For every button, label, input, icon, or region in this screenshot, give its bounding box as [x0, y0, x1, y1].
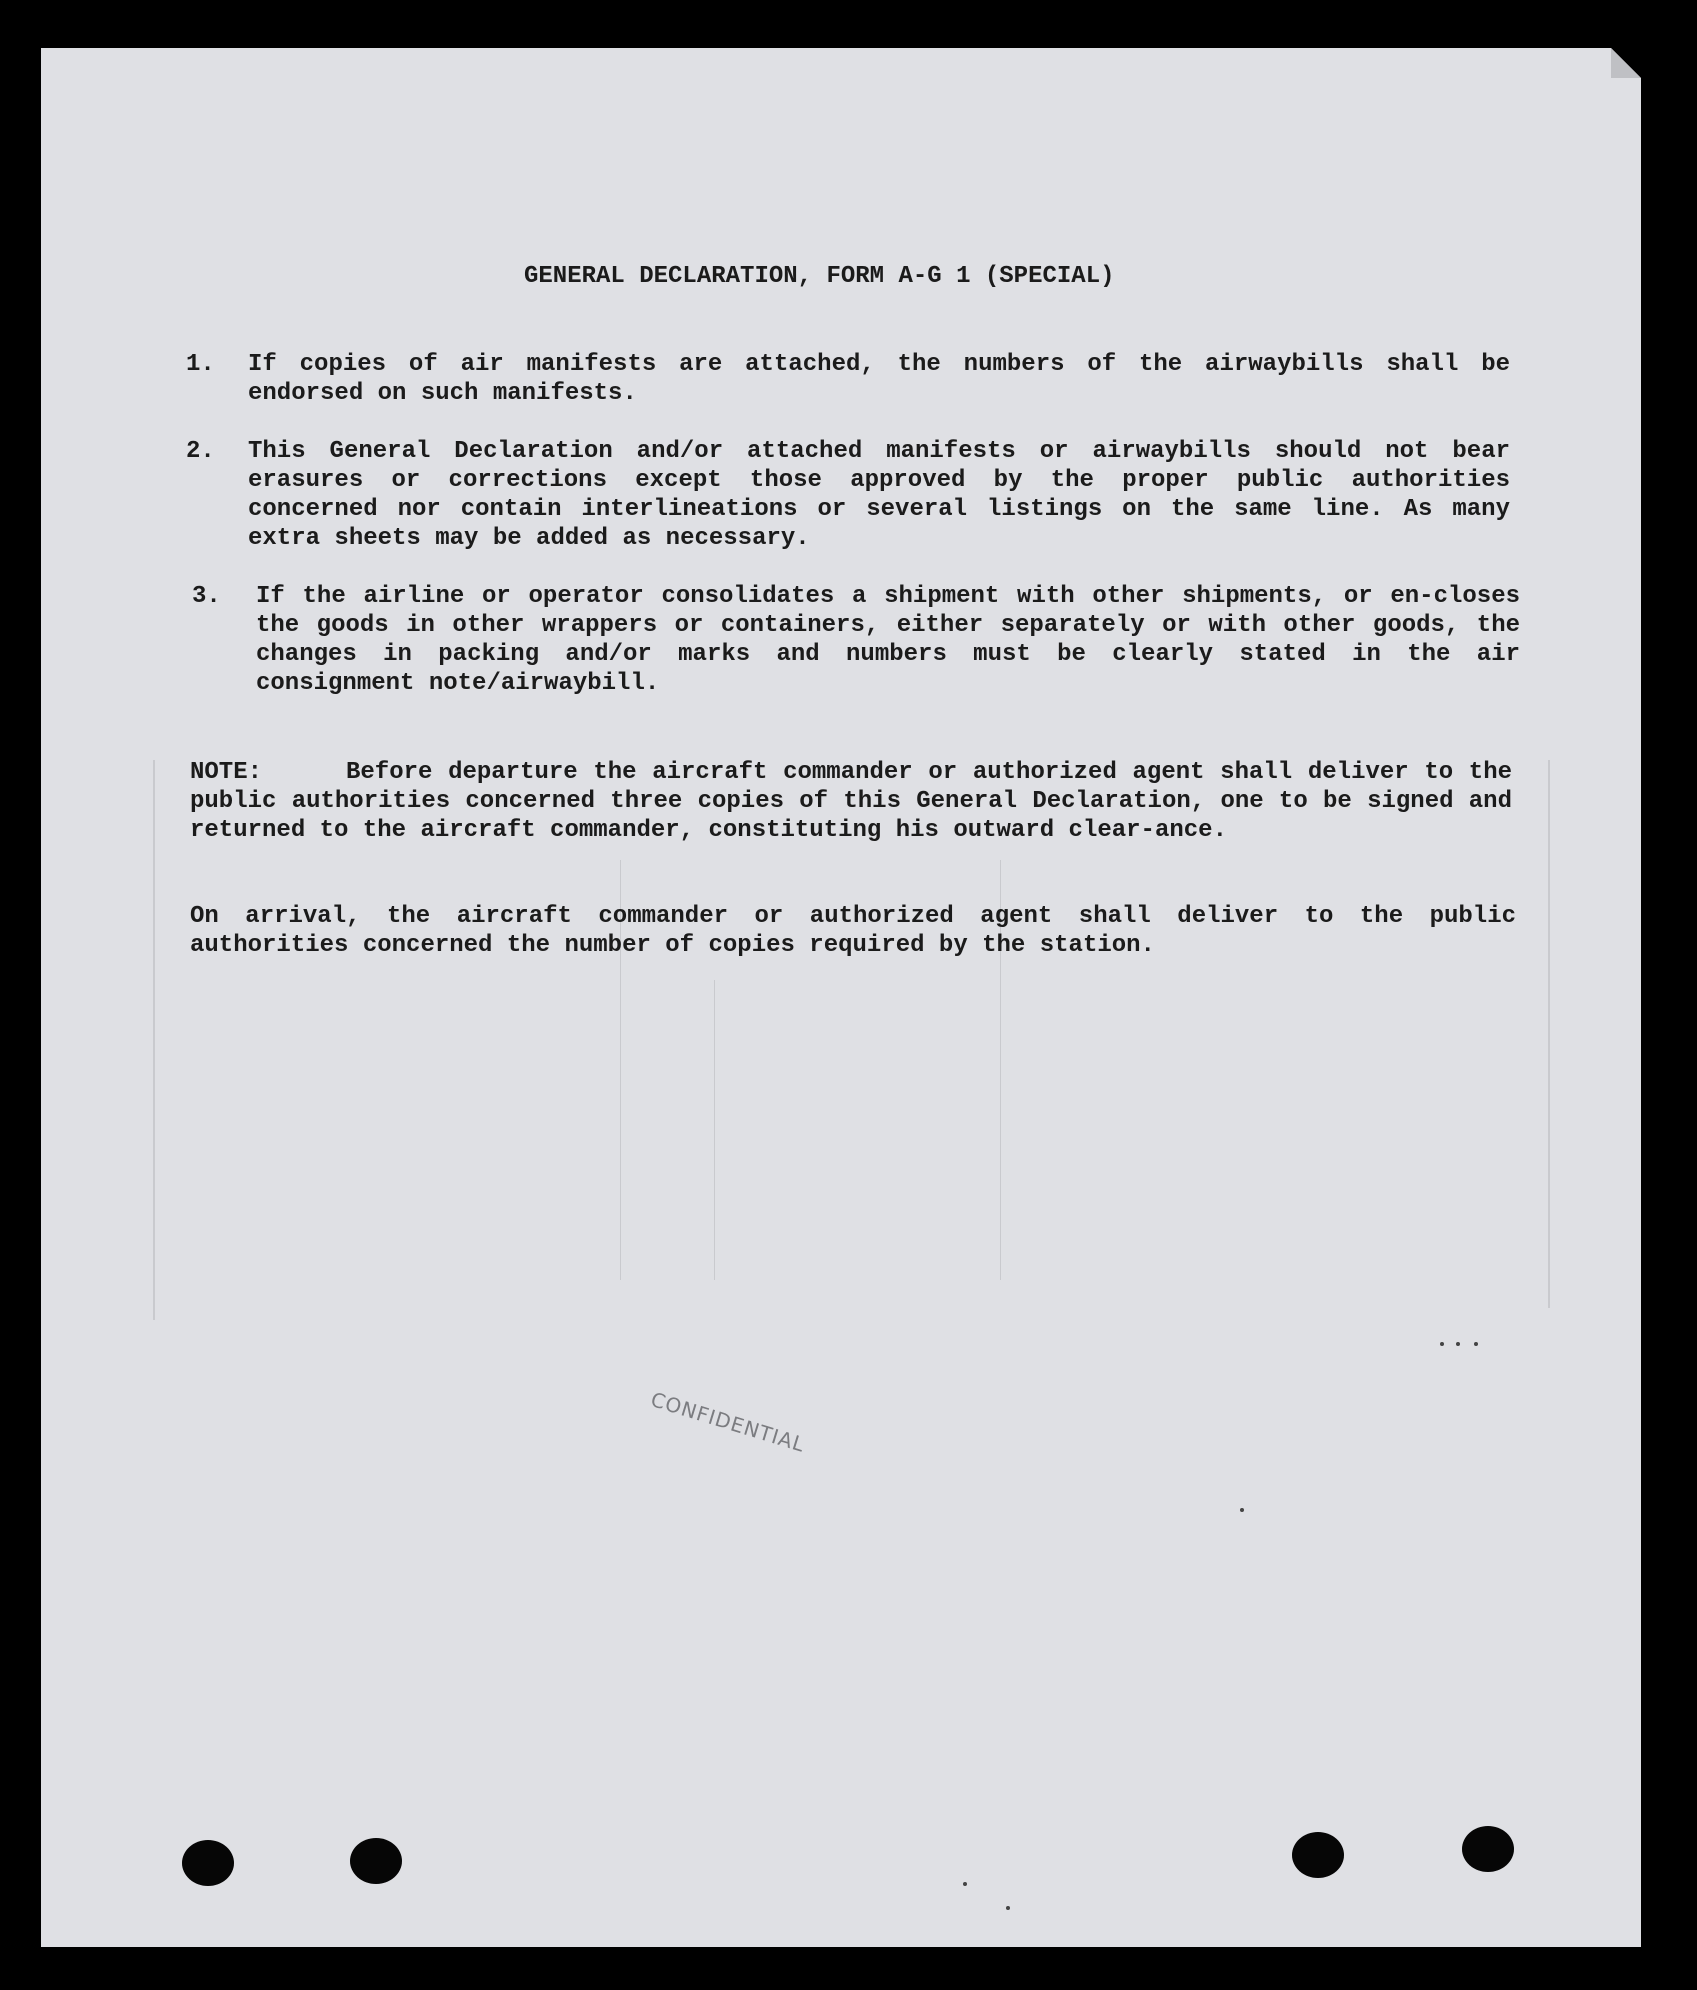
- speck: [1474, 1342, 1478, 1346]
- note-text: Before departure the aircraft commander or authorized agent shall deliver to the public authorities concerned three copies of this General Declaration, one to be signed and returned to the aircraft commander, constituting his outward clear-ance.: [190, 759, 1512, 844]
- item-text: If copies of air manifests are attached, the numbers of the airwaybills shall be endorsed on such manifests.: [248, 351, 1510, 407]
- speck: [1240, 1508, 1244, 1512]
- item-text: This General Declaration and/or attached manifests or airwaybills should not bear erasures or corrections except those approved by the proper public authorities concerned nor contain interlineations or several listings on the same line. As many extra sheets may be added as necessary.: [248, 438, 1510, 552]
- punch-hole: [1462, 1826, 1514, 1872]
- note-label: NOTE:: [190, 759, 263, 786]
- note-paragraph: [190, 758, 1512, 845]
- paper-sheet: [41, 48, 1641, 1947]
- arrival-paragraph: On arrival, the aircraft commander or authorized agent shall deliver to the public authorities concerned the number of copies required by the station.: [190, 903, 1516, 959]
- punch-hole: [1292, 1832, 1344, 1878]
- folded-corner: [1611, 48, 1641, 78]
- item-text: If the airline or operator consolidates a shipment with other shipments, or en-closes the goods in other wrappers or containers, either separately or with other goods, the changes in packing and/or marks and numbers must be clearly stated in the air consignment note/airwaybill.: [256, 583, 1520, 697]
- punch-hole: [350, 1838, 402, 1884]
- speck: [1456, 1342, 1460, 1346]
- document-title: GENERAL DECLARATION, FORM A-G 1 (SPECIAL): [524, 263, 1115, 290]
- speck: [963, 1882, 967, 1886]
- punch-hole: [182, 1840, 234, 1886]
- bleed-through-line: [714, 980, 715, 1280]
- bleed-through-line: [1548, 760, 1550, 1308]
- item-number: 1.: [186, 351, 215, 378]
- bleed-through-line: [153, 760, 155, 1320]
- item-number: 2.: [186, 438, 215, 465]
- speck: [1440, 1342, 1444, 1346]
- speck: [1006, 1906, 1010, 1910]
- item-number: 3.: [192, 583, 221, 610]
- faint-stamp: CONFIDENTIAL: [647, 1387, 809, 1457]
